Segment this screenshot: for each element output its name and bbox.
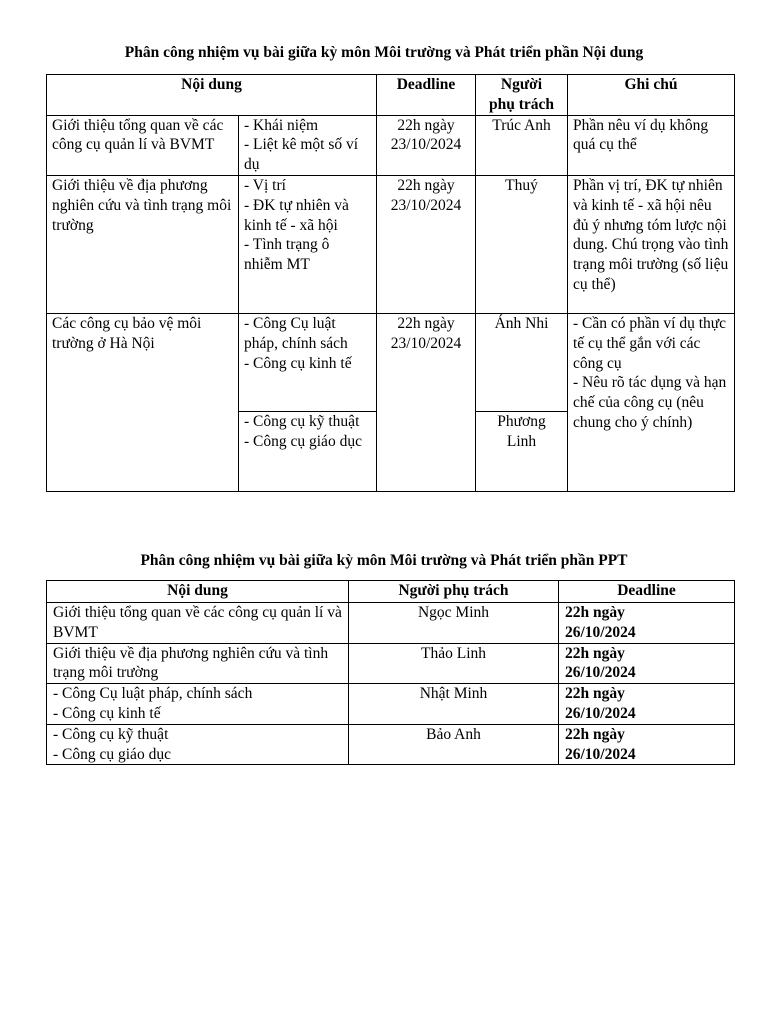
items-cell (239, 115, 377, 175)
content-assignment-table (46, 74, 735, 492)
header-person-line1: Người (500, 76, 543, 93)
items-cell (239, 175, 377, 313)
deadline-time: 22h ngày (565, 725, 625, 743)
header-person-line2: phụ trách (488, 95, 555, 113)
table-row (47, 115, 735, 175)
table2-title: Phân công nhiệm vụ bài giữa kỳ môn Môi trường và Phát triển phần PPT (140, 552, 628, 569)
person-cell: Thảo Linh (349, 643, 559, 684)
items-cell (239, 313, 377, 411)
item: - Liệt kê một số ví dụ (244, 136, 359, 174)
note-cell: Phần nêu ví dụ không quá cụ thể (568, 115, 735, 175)
header-note: Ghi chú (568, 75, 735, 116)
deadline-time: 22h ngày (565, 644, 625, 662)
note-line: - Nêu rõ tác dụng và hạn chế của công cụ (nêu chung cho ý chính) (573, 374, 727, 431)
ppt-assignment-table (46, 580, 735, 765)
person-cell: Trúc Anh (476, 115, 568, 175)
table-row (47, 603, 735, 644)
deadline-date: 26/10/2024 (565, 704, 636, 722)
item: - Khái niệm (244, 116, 319, 134)
item: - Công Cụ luật pháp, chính sách (244, 314, 348, 352)
table-row (47, 313, 735, 411)
content-cell (47, 724, 349, 765)
person-cell: Thuý (476, 175, 568, 313)
deadline-time: 22h ngày (565, 685, 625, 703)
deadline-time: 22h ngày (565, 604, 625, 621)
item: - Công cụ giáo dục (244, 432, 362, 450)
header-content: Nội dung (47, 75, 377, 116)
deadline-date: 26/10/2024 (565, 745, 636, 763)
content-line: - Công Cụ luật pháp, chính sách (53, 685, 253, 703)
content-line: - Công cụ giáo dục (53, 745, 171, 763)
deadline-date: 26/10/2024 (565, 623, 636, 641)
deadline-date: 23/10/2024 (390, 196, 462, 214)
person-cell: Ngọc Minh (349, 603, 559, 644)
header-content: Nội dung (47, 581, 349, 603)
deadline-cell (559, 684, 735, 725)
person-cell: Ánh Nhi (476, 313, 568, 411)
deadline-cell (377, 313, 476, 491)
content-cell: Giới thiệu về địa phương nghiên cứu và tình trạng môi trường (47, 643, 349, 684)
topic-cell: Các công cụ bảo vệ môi trường ở Hà Nội (47, 313, 239, 491)
table-header-row (47, 75, 735, 116)
table1-title: Phân công nhiệm vụ bài giữa kỳ môn Môi trường và Phát triển phần Nội dung (124, 44, 644, 61)
item: - ĐK tự nhiên và kinh tế - xã hội (244, 196, 349, 234)
person-cell: Bảo Anh (349, 724, 559, 765)
content-cell: Giới thiệu tổng quan về các công cụ quản lí và BVMT (47, 603, 349, 644)
header-deadline: Deadline (377, 75, 476, 116)
table-row (47, 175, 735, 313)
table-row (47, 724, 735, 765)
deadline-cell (559, 603, 735, 644)
person-cell: Nhật Minh (349, 684, 559, 725)
topic-cell: Giới thiệu về địa phương nghiên cứu và tình trạng môi trường (47, 175, 239, 313)
items-cell (239, 411, 377, 491)
table-row (47, 684, 735, 725)
note-cell: Phần vị trí, ĐK tự nhiên và kinh tế - xã hội nêu đủ ý nhưng tóm lược nội dung. Chú trọng vào tình trạng môi trường (số liệu cụ thể) (568, 175, 735, 313)
header-person: Người phụ trách (349, 581, 559, 603)
deadline-time: 22h ngày (397, 176, 455, 194)
note-cell (568, 313, 735, 491)
deadline-date: 26/10/2024 (565, 664, 636, 682)
deadline-cell (377, 115, 476, 175)
table-header-row (47, 581, 735, 603)
content-line: - Công cụ kinh tế (53, 704, 161, 722)
note-line: - Cần có phần ví dụ thực tế cụ thể gắn với các công cụ (573, 314, 727, 372)
deadline-date: 23/10/2024 (390, 334, 462, 352)
item: - Công cụ kỹ thuật (244, 412, 360, 430)
item: - Vị trí (244, 176, 286, 194)
table-row (47, 643, 735, 684)
deadline-cell (559, 643, 735, 684)
item: - Công cụ kinh tế (244, 354, 352, 372)
deadline-cell (559, 724, 735, 765)
topic-cell: Giới thiệu tổng quan về các công cụ quản lí và BVMT (47, 115, 239, 175)
content-cell (47, 684, 349, 725)
deadline-time: 22h ngày (397, 314, 455, 332)
header-person (476, 75, 568, 116)
deadline-cell (377, 175, 476, 313)
person-cell: Phương Linh (476, 411, 568, 491)
content-line: - Công cụ kỹ thuật (53, 725, 169, 743)
item: - Tình trạng ô nhiễm MT (244, 236, 330, 274)
deadline-time: 22h ngày (397, 116, 455, 134)
header-deadline: Deadline (559, 581, 735, 603)
deadline-date: 23/10/2024 (390, 136, 462, 154)
